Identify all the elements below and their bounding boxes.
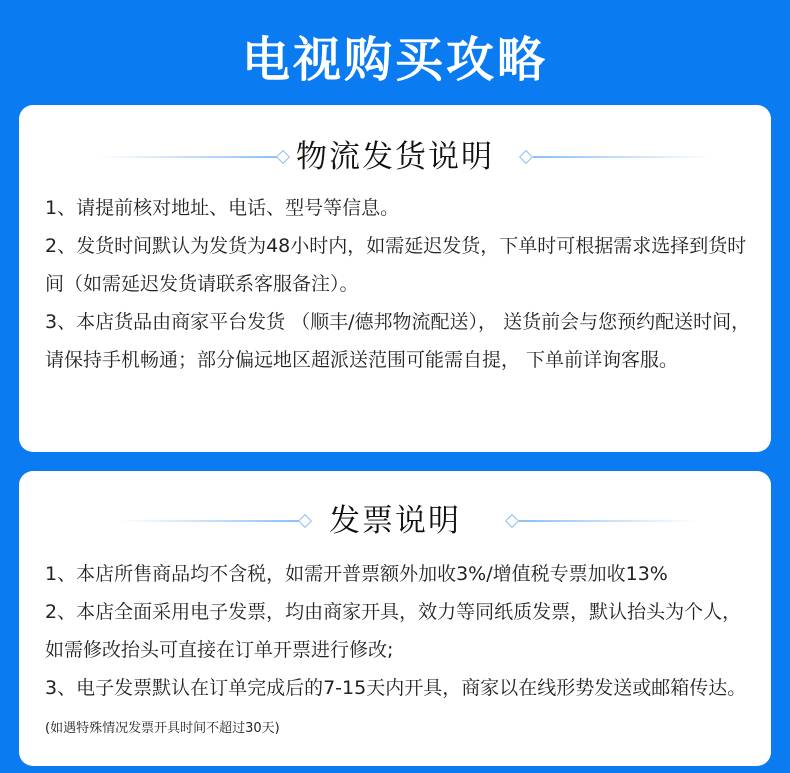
- shipping-item-2: 2、发货时间默认为发货为48小时内，如需延迟发货，下单时可根据需求选择到货时间（如需延迟发货请联系客服备注）。: [45, 235, 747, 295]
- right-divider-decoration: [505, 520, 699, 522]
- shipping-item-3: 3、本店货品由商家平台发货 （顺丰/德邦物流配送）， 送货前会与您预约配送时间，请保持手机畅通；部分偏远地区超派送范围可能需自提， 下单前详询客服。: [45, 311, 751, 371]
- invoice-header: [19, 501, 771, 541]
- invoice-item-1: 1、本店所售商品均不含税，如需开普票额外加收3%/增值税专票加收13%: [45, 563, 668, 585]
- invoice-heading: 发票说明: [329, 503, 461, 539]
- invoice-item-3: [45, 669, 757, 748]
- invoice-card: [19, 471, 771, 766]
- shipping-item-1: 1、请提前核对地址、电话、型号等信息。: [45, 197, 400, 219]
- shipping-header: [19, 137, 771, 177]
- page-title: 电视购买攻略: [241, 32, 548, 88]
- shipping-card: [19, 105, 771, 452]
- shipping-heading: 物流发货说明: [296, 139, 494, 175]
- invoice-note: (如遇特殊情况发票开具时间不超过30天): [45, 721, 280, 736]
- invoice-item-2: 2、本店全面采用电子发票，均由商家开具，效力等同纸质发票，默认抬头为个人，如需修改抬头可直接在订单开票进行修改;: [45, 601, 742, 661]
- shipping-content: [45, 189, 757, 379]
- invoice-content: [45, 555, 757, 748]
- invoice-item-3-text: 3、电子发票默认在订单完成后的7-15天内开具，商家以在线形势发送或邮箱传达。: [45, 677, 747, 699]
- right-divider-decoration: [519, 156, 713, 158]
